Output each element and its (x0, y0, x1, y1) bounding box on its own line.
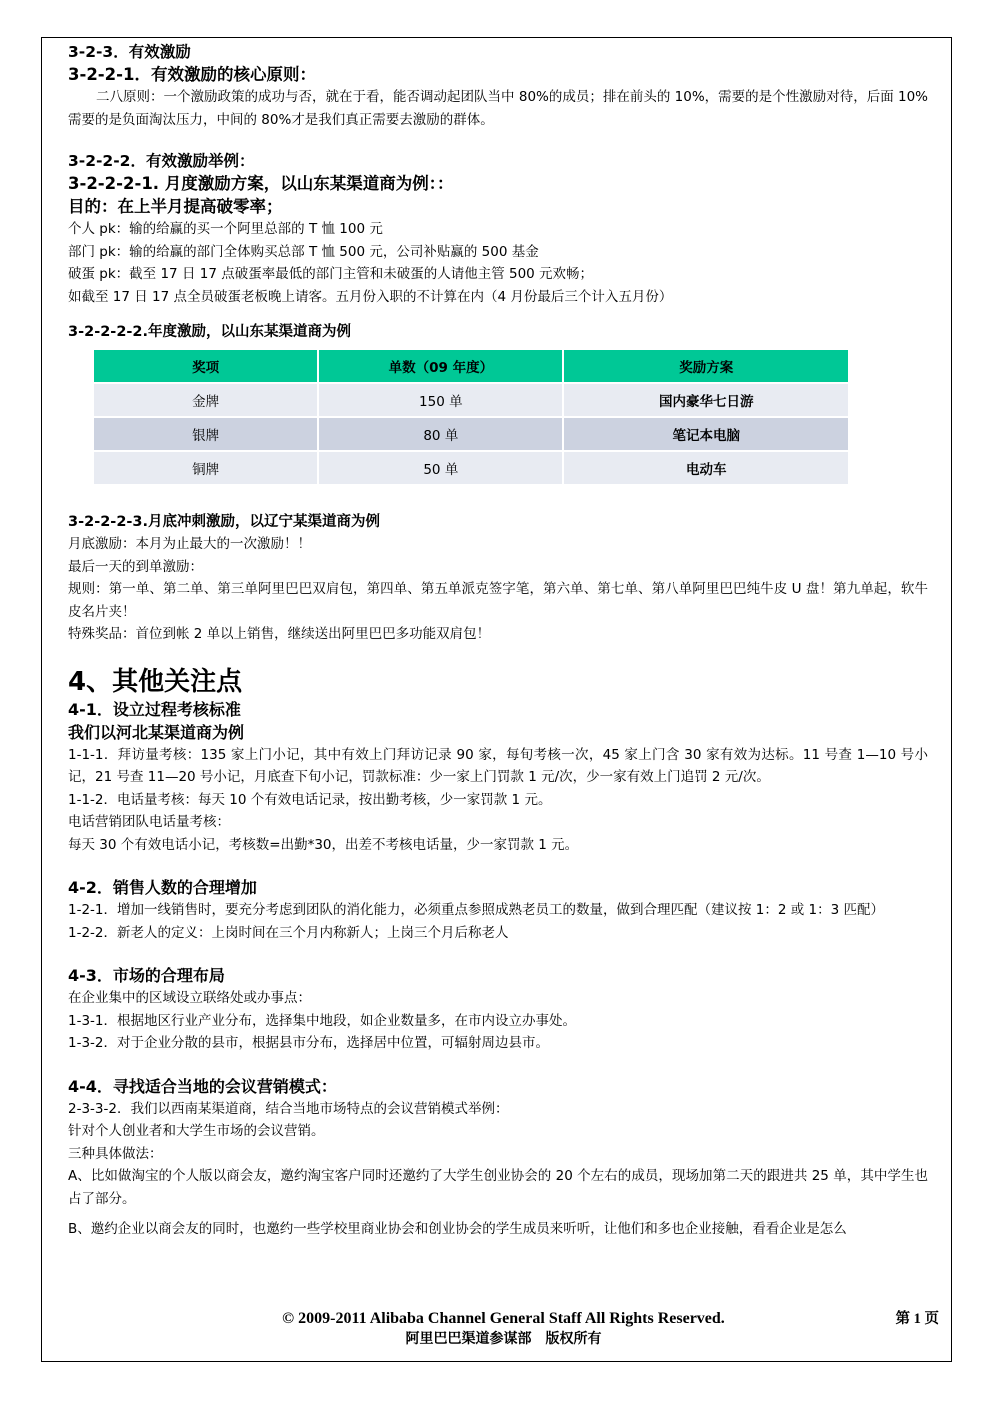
spacer (68, 308, 928, 322)
heading-4-2: 4-2．销售人数的合理增加 (68, 878, 257, 897)
page-number: 第 1 页 (895, 1311, 939, 1327)
spacer (68, 131, 928, 151)
paragraph-4-3-1: 1-3-1．根据地区行业产业分布，选择集中地段，如企业数量多，在市内设立办事处。 (68, 1012, 577, 1029)
heading-monthly-purpose: 目的：在上半月提高破零率； (68, 197, 283, 216)
heading-section-4: 4、其他关注点 (68, 666, 243, 697)
subheading-4-1: 我们以河北某渠道商为例 (68, 722, 245, 742)
paragraph-personal-pk: 个人 pk：输的给赢的买一个阿里总部的 T 恤 100 元 (68, 221, 383, 237)
cell-award: 金牌 (94, 384, 317, 416)
heading-4-3: 4-3．市场的合理布局 (68, 966, 225, 985)
table-row (94, 452, 848, 484)
spacer (68, 944, 928, 964)
document-page (41, 37, 952, 1362)
paragraph-4-1-1: 1-1-1．拜访量考核：135 家上门小记，其中有效上门拜访记录 90 家，每旬考核一次，45 家上门含 30 家有效为达标。11 号查 1—10 号小记，21 号查 11—20 号小记，月底查下旬小记，罚款标准：少一家上门罚款 1 元/次，少一家有效上门追罚 2 元/次。 (68, 746, 928, 785)
page-content (68, 42, 928, 1241)
table-header-row (94, 350, 848, 382)
page-footer (68, 1309, 939, 1349)
footer-copyright-text: © 2009-2011 Alibaba Channel General Staff All Rights Reserved. (282, 1310, 725, 1327)
spacer (68, 486, 928, 512)
cell-orders: 80 单 (319, 418, 562, 450)
spacer (68, 1055, 928, 1075)
spacer (68, 1210, 928, 1218)
paragraph-month-end-rules: 规则：第一单、第二单、第三单阿里巴巴双肩包，第四单、第五单派克签字笔，第六单、第七单、第八单阿里巴巴纯牛皮 U 盘！第九单起，软牛皮名片夹！ (68, 581, 928, 620)
cell-award: 银牌 (94, 418, 317, 450)
paragraph-4-3-0: 在企业集中的区域设立联络处或办事点： (68, 990, 311, 1006)
paragraph-4-4-2: 针对个人创业者和大学生市场的会议营销。 (68, 1123, 325, 1139)
table-row (94, 418, 848, 450)
paragraph-4-3-2: 1-3-2．对于企业分散的县市，根据县市分布，选择居中位置，可辐射周边县市。 (68, 1035, 550, 1051)
cell-prize: 国内豪华七日游 (564, 384, 848, 416)
cell-orders: 150 单 (319, 384, 562, 416)
paragraph-4-1-4: 每天 30 个有效电话小记，考核数=出勤*30，出差不考核电话量，少一家罚款 1 元。 (68, 836, 579, 853)
paragraph-4-4-3: 三种具体做法： (68, 1145, 163, 1162)
paragraph-4-1-3: 电话营销团队电话量考核： (68, 814, 230, 830)
annual-award-table (92, 348, 850, 486)
cell-orders: 50 单 (319, 452, 562, 484)
paragraph-3-2-2-1-body: 二八原则：一个激励政策的成功与否，就在于看，能否调动起团队当中 80%的成员；排在前头的 10%，需要的是个性激励对待，后面 10%需要的是负面淘汰压力，中间的 80%才是我们真正需要去激励的群体。 (68, 89, 928, 128)
heading-3-2-2-1: 3-2-2-1．有效激励的核心原则： (68, 65, 316, 84)
table-header-orders: 单数（09 年度） (319, 350, 562, 382)
table-header-award: 奖项 (94, 350, 317, 382)
heading-3-2-2-2: 3-2-2-2．有效激励举例： (68, 152, 255, 170)
paragraph-podan-note: 如截至 17 日 17 点全员破蛋老板晚上请客。五月份入职的不计算在内（4 月份最后三个计入五月份） (68, 288, 673, 305)
cell-prize: 电动车 (564, 452, 848, 484)
paragraph-4-4-item-a: A、比如做淘宝的个人版以商会友，邀约淘宝客户同时还邀约了大学生创业协会的 20 个左右的成员，现场加第二天的跟进共 25 单，其中学生也占了部分。 (68, 1168, 928, 1207)
cell-award: 铜牌 (94, 452, 317, 484)
paragraph-4-1-2: 1-1-2．电话量考核：每天 10 个有效电话记录，按出勤考核，少一家罚款 1 元。 (68, 791, 552, 808)
heading-4-1: 4-1．设立过程考核标准 (68, 699, 241, 719)
cell-prize: 笔记本电脑 (564, 418, 848, 450)
heading-3-2-2-2-2: 3-2-2-2-2.年度激励，以山东某渠道商为例 (68, 324, 352, 340)
heading-3-2-2-2-3: 3-2-2-2-3.月底冲刺激励，以辽宁某渠道商为例 (68, 514, 381, 530)
heading-3-2-2-2-1: 3-2-2-2-1. 月度激励方案，以山东某渠道商为例：： (68, 174, 454, 193)
footer-copyright-row (68, 1309, 939, 1329)
paragraph-4-2-2: 1-2-2．新老人的定义：上岗时间在三个月内称新人；上岗三个月后称老人 (68, 924, 509, 941)
paragraph-4-2-1: 1-2-1．增加一线销售时，要充分考虑到团队的消化能力，必须重点参照成熟老员工的数量，做到合理匹配（建议按 1：2 或 1：3 匹配） (68, 902, 885, 918)
paragraph-department-pk: 部门 pk：输的给赢的部门全体购买总部 T 恤 500 元，公司补贴赢的 500 基金 (68, 243, 539, 260)
paragraph-4-4-item-b: B、邀约企业以商会友的同时，也邀约一些学校里商业协会和创业协会的学生成员来听听，让他们和多也企业接触，看看企业是怎么 (68, 1221, 847, 1237)
table-header-prize: 奖励方案 (564, 350, 848, 382)
paragraph-special-prize: 特殊奖品：首位到帐 2 单以上销售，继续送出阿里巴巴多功能双肩包！ (68, 626, 491, 642)
heading-3-2-3: 3-2-3．有效激励 (68, 43, 191, 61)
spacer (68, 856, 928, 876)
footer-organization: 阿里巴巴渠道参谋部 版权所有 (405, 1331, 602, 1347)
paragraph-podan-pk: 破蛋 pk：截至 17 日 17 点破蛋率最低的部门主管和未破蛋的人请他主管 500 元欢畅； (68, 266, 594, 282)
paragraph-month-end-1: 月底激励：本月为止最大的一次激励！！ (68, 536, 311, 552)
paragraph-4-4-1: 2-3-3-2．我们以西南某渠道商，结合当地市场特点的会议营销模式举例： (68, 1100, 509, 1117)
spacer (68, 646, 928, 666)
paragraph-month-end-2: 最后一天的到单激励： (68, 558, 203, 575)
heading-4-4: 4-4．寻找适合当地的会议营销模式： (68, 1076, 337, 1096)
table-row (94, 384, 848, 416)
